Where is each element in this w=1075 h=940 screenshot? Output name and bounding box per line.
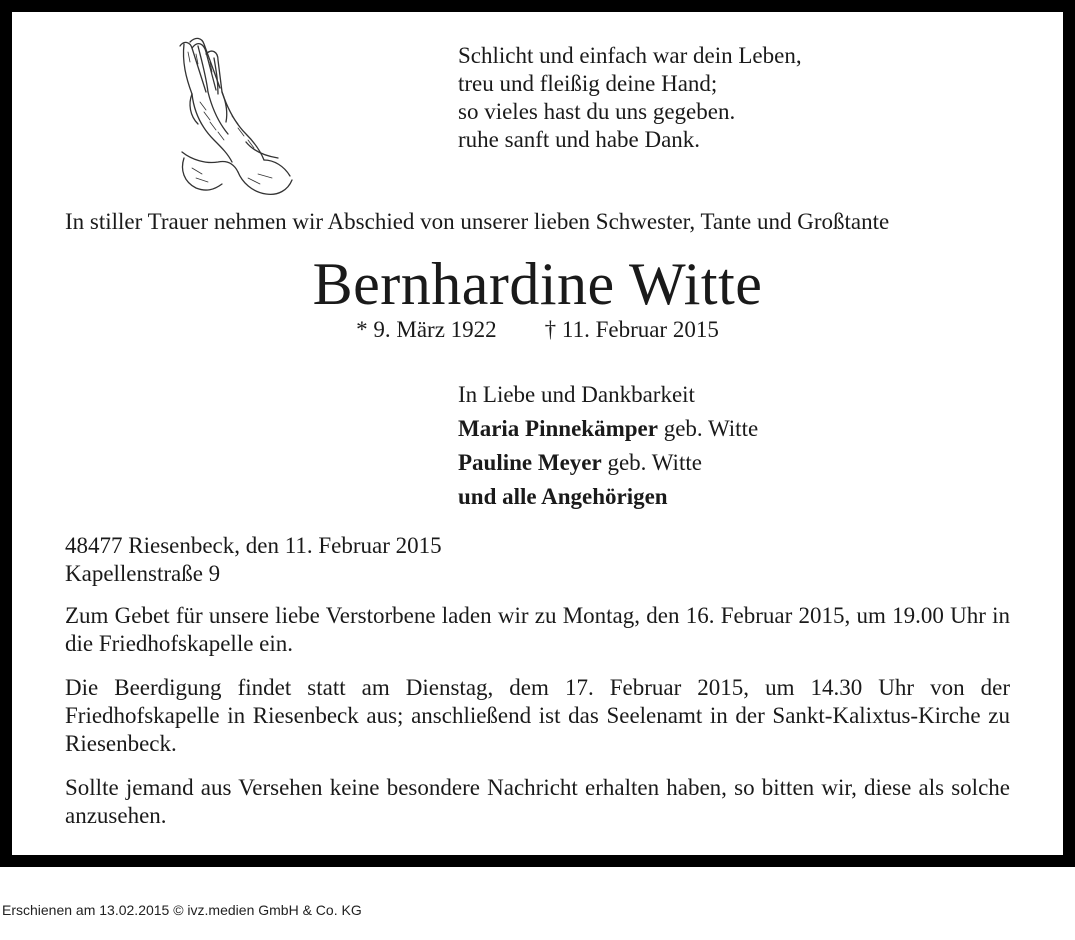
- poem-line: treu und fleißig deine Hand;: [458, 71, 718, 96]
- signoff: [458, 378, 758, 514]
- obituary-notice: [12, 12, 1063, 855]
- place-and-address: [65, 532, 442, 588]
- notice-paragraph: Sollte jemand aus Versehen keine besondere Nachricht erhalten haben, so bitten wir, diese als solche anzusehen.: [65, 775, 1010, 828]
- intro-text: In stiller Trauer nehmen wir Abschied von unserer lieben Schwester, Tante und Großtante: [65, 209, 890, 234]
- prayer-paragraph: Zum Gebet für unsere liebe Verstorbene laden wir zu Montag, den 16. Februar 2015, um 19.00 Uhr in die Friedhofskapelle ein.: [65, 603, 1010, 656]
- mourner: [458, 412, 758, 446]
- deceased-name: Bernhardine Witte: [312, 251, 763, 317]
- funeral-paragraph: Die Beerdigung findet statt am Dienstag, dem 17. Februar 2015, um 14.30 Uhr von der Friedhofskapelle in Riesenbeck aus; anschließend ist das Seelenamt in der Sankt-Kalixtus-Kirche zu Riesenbeck.: [65, 675, 1010, 756]
- birth-date: * 9. März 1922: [356, 317, 497, 342]
- praying-hands-icon: [162, 32, 302, 202]
- poem: [458, 42, 802, 154]
- mourner-note: geb. Witte: [607, 450, 702, 475]
- signoff-closing: und alle Angehörigen: [458, 484, 668, 509]
- street-address: Kapellenstraße 9: [65, 561, 221, 586]
- poem-line: Schlicht und einfach war dein Leben,: [458, 43, 802, 68]
- publication-footer: Erschienen am 13.02.2015 © ivz.medien GmbH & Co. KG: [2, 902, 362, 918]
- mourner: [458, 446, 758, 480]
- mourner-name: Pauline Meyer: [458, 450, 602, 475]
- death-date: † 11. Februar 2015: [544, 317, 719, 342]
- place-date: 48477 Riesenbeck, den 11. Februar 2015: [65, 533, 442, 558]
- poem-line: ruhe sanft und habe Dank.: [458, 127, 701, 152]
- mourner-note: geb. Witte: [663, 416, 759, 441]
- mourner-name: Maria Pinnekämper: [458, 416, 658, 441]
- poem-line: so vieles hast du uns gegeben.: [458, 99, 736, 124]
- life-dates: [12, 316, 1063, 344]
- signoff-heading: In Liebe und Dankbarkeit: [458, 382, 695, 407]
